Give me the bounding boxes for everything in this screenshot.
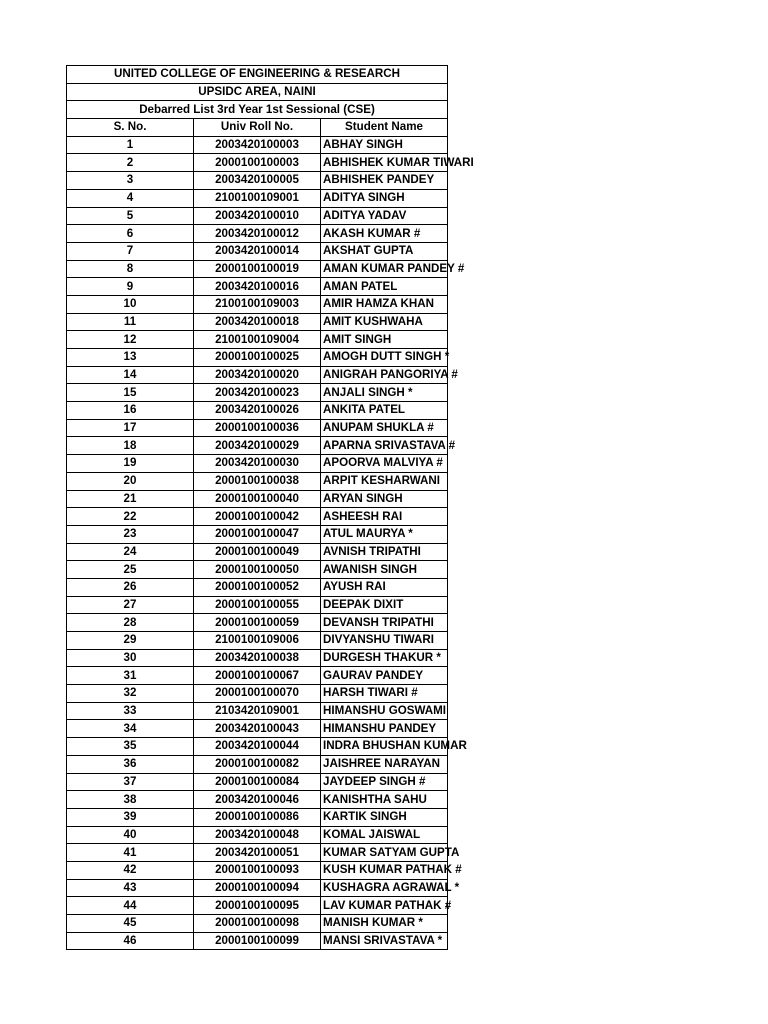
- serial-number-cell: 21: [67, 490, 194, 508]
- serial-number-cell: 33: [67, 702, 194, 720]
- roll-number-cell: 2000100100042: [194, 508, 321, 526]
- student-name-cell: AMIR HAMZA KHAN: [321, 295, 448, 313]
- table-row: [67, 260, 448, 278]
- column-header-sno: S. No.: [67, 119, 194, 137]
- table-row: [67, 578, 448, 596]
- serial-number-cell: 4: [67, 189, 194, 207]
- roll-number-cell: 2000100100049: [194, 543, 321, 561]
- table-row: [67, 207, 448, 225]
- student-name-cell: ABHISHEK PANDEY: [321, 172, 448, 190]
- student-name-cell: ANKITA PATEL: [321, 402, 448, 420]
- student-name-cell: ARPIT KESHARWANI: [321, 472, 448, 490]
- serial-number-cell: 19: [67, 455, 194, 473]
- serial-number-cell: 22: [67, 508, 194, 526]
- student-name-cell: APARNA SRIVASTAVA #: [321, 437, 448, 455]
- table-row: [67, 561, 448, 579]
- table-row: [67, 384, 448, 402]
- table-row: [67, 136, 448, 154]
- student-name-cell: ARYAN SINGH: [321, 490, 448, 508]
- roll-number-cell: 2000100100040: [194, 490, 321, 508]
- serial-number-cell: 36: [67, 755, 194, 773]
- serial-number-cell: 34: [67, 720, 194, 738]
- serial-number-cell: 23: [67, 525, 194, 543]
- serial-number-cell: 41: [67, 844, 194, 862]
- table-row: [67, 472, 448, 490]
- student-name-cell: HARSH TIWARI #: [321, 685, 448, 703]
- student-name-cell: AMAN PATEL: [321, 278, 448, 296]
- roll-number-cell: 2000100100098: [194, 915, 321, 933]
- serial-number-cell: 6: [67, 225, 194, 243]
- serial-number-cell: 40: [67, 826, 194, 844]
- roll-number-cell: 2003420100010: [194, 207, 321, 225]
- roll-number-cell: 2000100100055: [194, 596, 321, 614]
- serial-number-cell: 38: [67, 791, 194, 809]
- roll-number-cell: 2003420100030: [194, 455, 321, 473]
- roll-number-cell: 2000100100095: [194, 897, 321, 915]
- student-name-cell: JAISHREE NARAYAN: [321, 755, 448, 773]
- student-name-cell: ATUL MAURYA *: [321, 525, 448, 543]
- column-header-roll: Univ Roll No.: [194, 119, 321, 137]
- table-row: [67, 242, 448, 260]
- serial-number-cell: 44: [67, 897, 194, 915]
- roll-number-cell: 2000100100093: [194, 861, 321, 879]
- roll-number-cell: 2003420100020: [194, 366, 321, 384]
- table-row: [67, 755, 448, 773]
- serial-number-cell: 46: [67, 932, 194, 950]
- roll-number-cell: 2000100100059: [194, 614, 321, 632]
- table-row: [67, 932, 448, 950]
- serial-number-cell: 18: [67, 437, 194, 455]
- table-row: [67, 366, 448, 384]
- student-name-cell: KARTIK SINGH: [321, 808, 448, 826]
- roll-number-cell: 2003420100005: [194, 172, 321, 190]
- student-name-cell: ADITYA SINGH: [321, 189, 448, 207]
- serial-number-cell: 1: [67, 136, 194, 154]
- student-name-cell: APOORVA MALVIYA #: [321, 455, 448, 473]
- roll-number-cell: 2100100109003: [194, 295, 321, 313]
- student-name-cell: AVNISH TRIPATHI: [321, 543, 448, 561]
- serial-number-cell: 35: [67, 738, 194, 756]
- student-name-cell: ANJALI SINGH *: [321, 384, 448, 402]
- table-row: [67, 614, 448, 632]
- column-header-name: Student Name: [321, 119, 448, 137]
- serial-number-cell: 27: [67, 596, 194, 614]
- student-name-cell: AMIT KUSHWAHA: [321, 313, 448, 331]
- roll-number-cell: 2000100100025: [194, 349, 321, 367]
- roll-number-cell: 2003420100048: [194, 826, 321, 844]
- student-name-cell: AWANISH SINGH: [321, 561, 448, 579]
- table-row: [67, 738, 448, 756]
- serial-number-cell: 45: [67, 915, 194, 933]
- table-body: [67, 66, 474, 950]
- table-row: [67, 632, 448, 650]
- table-row: [67, 402, 448, 420]
- roll-number-cell: 2000100100084: [194, 773, 321, 791]
- roll-number-cell: 2000100100038: [194, 472, 321, 490]
- title-row-1: [67, 66, 448, 84]
- table-row: [67, 172, 448, 190]
- serial-number-cell: 12: [67, 331, 194, 349]
- table-row: [67, 685, 448, 703]
- title-row-2: [67, 83, 448, 101]
- serial-number-cell: 13: [67, 349, 194, 367]
- roll-number-cell: 2000100100082: [194, 755, 321, 773]
- roll-number-cell: 2003420100029: [194, 437, 321, 455]
- serial-number-cell: 30: [67, 649, 194, 667]
- serial-number-cell: 31: [67, 667, 194, 685]
- serial-number-cell: 28: [67, 614, 194, 632]
- serial-number-cell: 32: [67, 685, 194, 703]
- roll-number-cell: 2000100100036: [194, 419, 321, 437]
- student-name-cell: ADITYA YADAV: [321, 207, 448, 225]
- table-row: [67, 808, 448, 826]
- student-name-cell: KUMAR SATYAM GUPTA: [321, 844, 448, 862]
- student-name-cell: KANISHTHA SAHU: [321, 791, 448, 809]
- serial-number-cell: 24: [67, 543, 194, 561]
- roll-number-cell: 2003420100014: [194, 242, 321, 260]
- roll-number-cell: 2003420100046: [194, 791, 321, 809]
- table-row: [67, 313, 448, 331]
- roll-number-cell: 2000100100050: [194, 561, 321, 579]
- student-name-cell: AYUSH RAI: [321, 578, 448, 596]
- table-row: [67, 278, 448, 296]
- table-row: [67, 349, 448, 367]
- roll-number-cell: 2003420100003: [194, 136, 321, 154]
- student-name-cell: AKSHAT GUPTA: [321, 242, 448, 260]
- roll-number-cell: 2100100109006: [194, 632, 321, 650]
- student-name-cell: KUSH KUMAR PATHAK #: [321, 861, 448, 879]
- student-name-cell: ABHAY SINGH: [321, 136, 448, 154]
- table-row: [67, 437, 448, 455]
- serial-number-cell: 8: [67, 260, 194, 278]
- list-title: Debarred List 3rd Year 1st Sessional (CSE): [67, 101, 448, 119]
- roll-number-cell: 2000100100003: [194, 154, 321, 172]
- student-name-cell: ABHISHEK KUMAR TIWARI: [321, 154, 448, 172]
- serial-number-cell: 14: [67, 366, 194, 384]
- roll-number-cell: 2003420100044: [194, 738, 321, 756]
- table-row: [67, 490, 448, 508]
- college-name: UNITED COLLEGE OF ENGINEERING & RESEARCH: [67, 66, 448, 84]
- serial-number-cell: 16: [67, 402, 194, 420]
- student-name-cell: ANUPAM SHUKLA #: [321, 419, 448, 437]
- table-row: [67, 667, 448, 685]
- table-row: [67, 844, 448, 862]
- roll-number-cell: 2003420100016: [194, 278, 321, 296]
- table-row: [67, 915, 448, 933]
- college-address: UPSIDC AREA, NAINI: [67, 83, 448, 101]
- serial-number-cell: 42: [67, 861, 194, 879]
- student-name-cell: KUSHAGRA AGRAWAL *: [321, 879, 448, 897]
- student-name-cell: DIVYANSHU TIWARI: [321, 632, 448, 650]
- table-row: [67, 189, 448, 207]
- roll-number-cell: 2000100100019: [194, 260, 321, 278]
- table-row: [67, 525, 448, 543]
- column-header-row: [67, 119, 448, 137]
- serial-number-cell: 26: [67, 578, 194, 596]
- serial-number-cell: 43: [67, 879, 194, 897]
- student-name-cell: ANIGRAH PANGORIYA #: [321, 366, 448, 384]
- serial-number-cell: 15: [67, 384, 194, 402]
- student-name-cell: LAV KUMAR PATHAK #: [321, 897, 448, 915]
- student-name-cell: KOMAL JAISWAL: [321, 826, 448, 844]
- serial-number-cell: 39: [67, 808, 194, 826]
- roll-number-cell: 2003420100051: [194, 844, 321, 862]
- table-row: [67, 154, 448, 172]
- table-row: [67, 508, 448, 526]
- roll-number-cell: 2003420100023: [194, 384, 321, 402]
- roll-number-cell: 2003420100018: [194, 313, 321, 331]
- roll-number-cell: 2003420100012: [194, 225, 321, 243]
- table-row: [67, 225, 448, 243]
- student-name-cell: INDRA BHUSHAN KUMAR: [321, 738, 448, 756]
- serial-number-cell: 11: [67, 313, 194, 331]
- roll-number-cell: 2000100100052: [194, 578, 321, 596]
- table-row: [67, 720, 448, 738]
- student-name-cell: AMAN KUMAR PANDEY #: [321, 260, 448, 278]
- serial-number-cell: 5: [67, 207, 194, 225]
- student-name-cell: DURGESH THAKUR *: [321, 649, 448, 667]
- table-row: [67, 596, 448, 614]
- student-name-cell: HIMANSHU PANDEY: [321, 720, 448, 738]
- roll-number-cell: 2000100100086: [194, 808, 321, 826]
- roll-number-cell: 2100100109004: [194, 331, 321, 349]
- serial-number-cell: 9: [67, 278, 194, 296]
- debarred-list-table: [66, 65, 474, 950]
- student-name-cell: ASHEESH RAI: [321, 508, 448, 526]
- student-name-cell: AMIT SINGH: [321, 331, 448, 349]
- table-row: [67, 543, 448, 561]
- table-row: [67, 791, 448, 809]
- student-name-cell: AKASH KUMAR #: [321, 225, 448, 243]
- table-row: [67, 702, 448, 720]
- serial-number-cell: 29: [67, 632, 194, 650]
- title-row-3: [67, 101, 448, 119]
- student-name-cell: DEVANSH TRIPATHI: [321, 614, 448, 632]
- serial-number-cell: 7: [67, 242, 194, 260]
- table-row: [67, 826, 448, 844]
- roll-number-cell: 2003420100026: [194, 402, 321, 420]
- serial-number-cell: 2: [67, 154, 194, 172]
- table-row: [67, 295, 448, 313]
- roll-number-cell: 2000100100099: [194, 932, 321, 950]
- table-row: [67, 879, 448, 897]
- student-name-cell: GAURAV PANDEY: [321, 667, 448, 685]
- roll-number-cell: 2000100100047: [194, 525, 321, 543]
- student-name-cell: JAYDEEP SINGH #: [321, 773, 448, 791]
- roll-number-cell: 2000100100067: [194, 667, 321, 685]
- serial-number-cell: 17: [67, 419, 194, 437]
- roll-number-cell: 2000100100070: [194, 685, 321, 703]
- roll-number-cell: 2100100109001: [194, 189, 321, 207]
- serial-number-cell: 25: [67, 561, 194, 579]
- serial-number-cell: 10: [67, 295, 194, 313]
- table-row: [67, 419, 448, 437]
- roll-number-cell: 2003420100043: [194, 720, 321, 738]
- student-name-cell: DEEPAK DIXIT: [321, 596, 448, 614]
- serial-number-cell: 3: [67, 172, 194, 190]
- roll-number-cell: 2000100100094: [194, 879, 321, 897]
- student-name-cell: HIMANSHU GOSWAMI: [321, 702, 448, 720]
- serial-number-cell: 37: [67, 773, 194, 791]
- table-row: [67, 331, 448, 349]
- table-row: [67, 897, 448, 915]
- table-row: [67, 649, 448, 667]
- serial-number-cell: 20: [67, 472, 194, 490]
- student-name-cell: MANSI SRIVASTAVA *: [321, 932, 448, 950]
- roll-number-cell: 2003420100038: [194, 649, 321, 667]
- table-row: [67, 861, 448, 879]
- roll-number-cell: 2103420109001: [194, 702, 321, 720]
- student-name-cell: MANISH KUMAR *: [321, 915, 448, 933]
- table-row: [67, 773, 448, 791]
- student-name-cell: AMOGH DUTT SINGH *: [321, 349, 448, 367]
- table-row: [67, 455, 448, 473]
